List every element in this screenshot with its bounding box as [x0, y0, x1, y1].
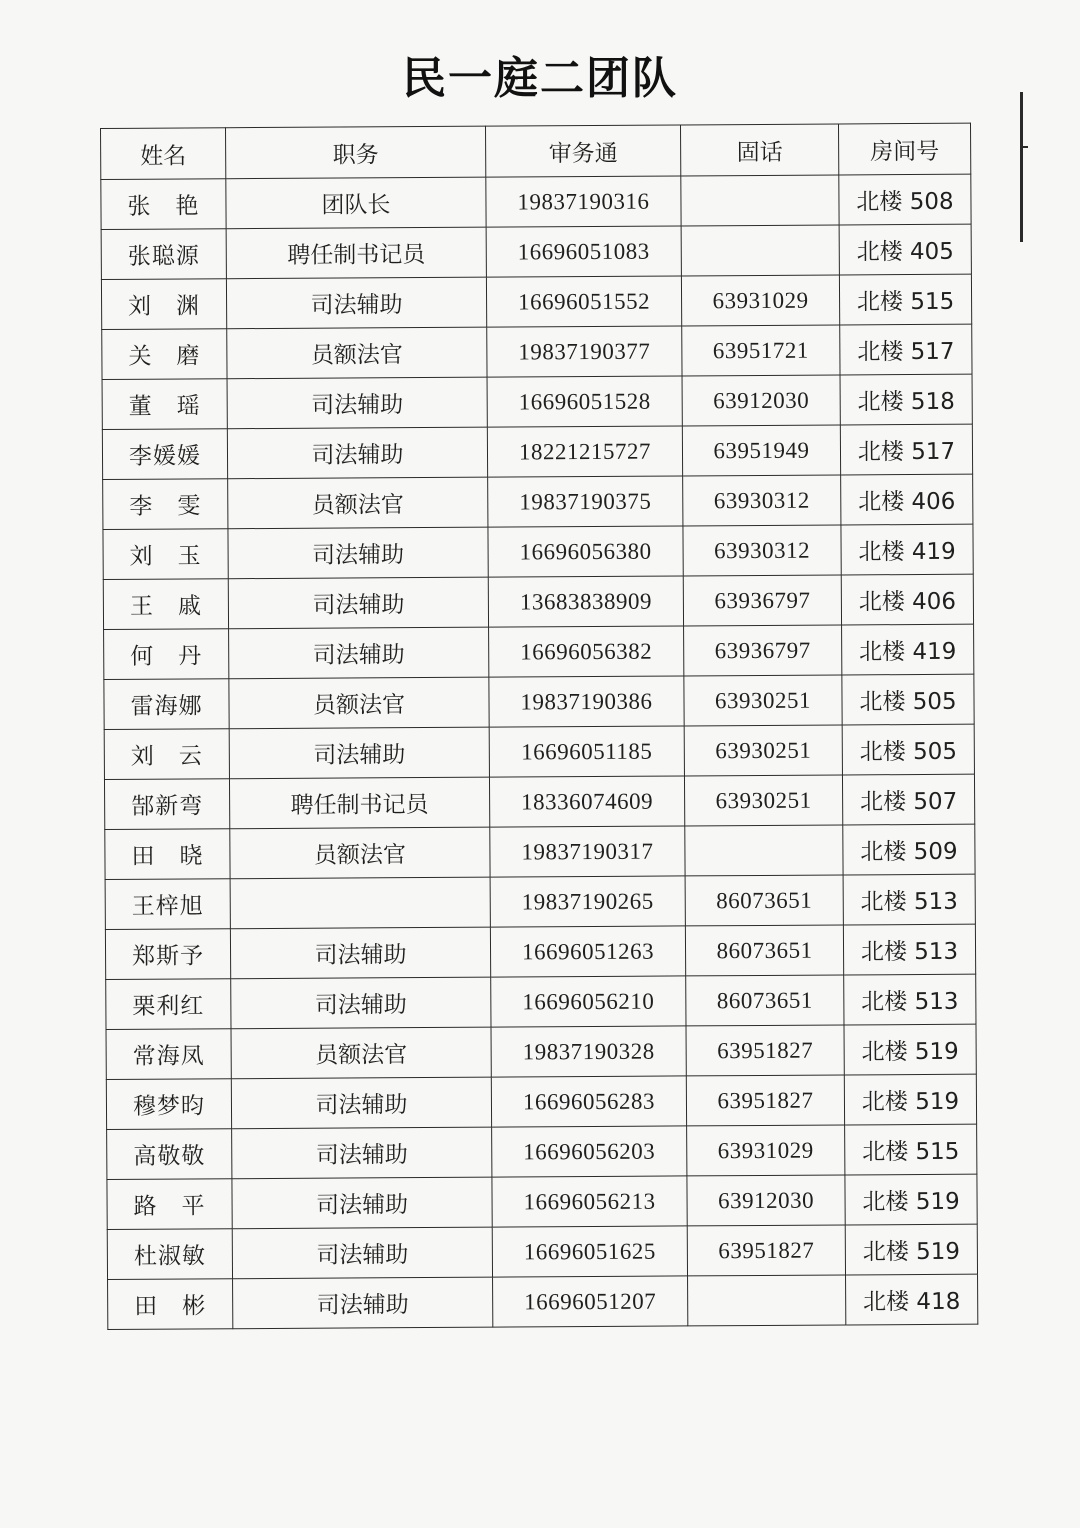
- cell-role: 聘任制书记员: [229, 777, 489, 829]
- cell-phone: 63930251: [684, 675, 842, 726]
- page-title: 民一庭二团队: [402, 53, 678, 100]
- cell-phone: 86073651: [685, 925, 843, 976]
- roster-body: [101, 174, 978, 1329]
- cell-name: 郜新弯: [104, 779, 229, 830]
- cell-role: 司法辅助: [226, 277, 486, 329]
- cell-name: 王 戚: [103, 579, 228, 630]
- table-row: [102, 374, 972, 429]
- cell-room: 北楼 419: [842, 624, 974, 675]
- table-row: [103, 524, 973, 579]
- cell-room: 北楼 519: [844, 1074, 976, 1125]
- table-row: [104, 724, 974, 779]
- cell-room: 北楼 505: [842, 674, 974, 725]
- cell-mobile: 16696056380: [488, 526, 683, 577]
- cell-room: 北楼 406: [841, 574, 973, 625]
- table-row: [103, 574, 973, 629]
- cell-phone: [681, 225, 839, 276]
- cell-name: 刘 渊: [101, 279, 226, 330]
- cell-phone: 63951721: [682, 325, 840, 376]
- cell-mobile: 16696051552: [486, 276, 681, 327]
- cell-role: 司法辅助: [232, 1227, 492, 1279]
- cell-role: 司法辅助: [229, 727, 489, 779]
- cell-phone: 63951827: [686, 1075, 844, 1126]
- cell-mobile: 19837190328: [491, 1026, 686, 1077]
- cell-room: 北楼 513: [843, 874, 975, 925]
- table-row: [105, 824, 975, 879]
- cell-mobile: 19837190317: [490, 826, 685, 877]
- cell-role: 聘任制书记员: [226, 227, 486, 279]
- cell-mobile: 16696056382: [489, 626, 684, 677]
- cell-name: 雷海娜: [104, 679, 229, 730]
- cell-mobile: 16696051625: [492, 1226, 687, 1277]
- cell-mobile: 19837190375: [488, 476, 683, 527]
- header-phone: 固话: [680, 124, 838, 176]
- cell-role: 司法辅助: [231, 1077, 491, 1129]
- cell-phone: 63931029: [681, 275, 839, 326]
- cell-room: 北楼 405: [839, 224, 971, 275]
- cell-name: 张聪源: [101, 229, 226, 280]
- cell-phone: [688, 1275, 846, 1326]
- header-role: 职务: [226, 126, 486, 179]
- cell-mobile: 16696056210: [491, 976, 686, 1027]
- cell-role: 团队长: [226, 177, 486, 229]
- cell-room: 北楼 509: [843, 824, 975, 875]
- table-row: [104, 774, 974, 829]
- table-row: [101, 274, 971, 329]
- cell-phone: 63951827: [686, 1025, 844, 1076]
- table-row: [105, 874, 975, 929]
- cell-mobile: 19837190386: [489, 676, 684, 727]
- cell-name: 王梓旭: [105, 879, 230, 930]
- cell-role: 员额法官: [231, 1027, 491, 1079]
- table-row: [105, 924, 975, 979]
- cell-role: 司法辅助: [227, 377, 487, 429]
- cell-phone: 63951827: [687, 1225, 845, 1276]
- cell-role: 员额法官: [230, 827, 490, 879]
- cell-name: 田 彬: [108, 1279, 233, 1330]
- cell-role: 司法辅助: [233, 1277, 493, 1329]
- table-row: [104, 624, 974, 679]
- cell-room: 北楼 515: [839, 274, 971, 325]
- cell-name: 穆梦昀: [106, 1079, 231, 1130]
- cell-name: 何 丹: [104, 629, 229, 680]
- cell-phone: 63930251: [684, 775, 842, 826]
- cell-mobile: 19837190265: [490, 876, 685, 927]
- cell-name: 董 瑶: [102, 379, 227, 430]
- cell-phone: 63936797: [683, 575, 841, 626]
- cell-name: 关 磨: [102, 329, 227, 380]
- cell-mobile: 13683838909: [488, 576, 683, 627]
- cell-role: 员额法官: [229, 677, 489, 729]
- cell-phone: 63930312: [683, 525, 841, 576]
- cell-role: 司法辅助: [229, 627, 489, 679]
- table-row: [101, 174, 971, 229]
- cell-phone: 63912030: [682, 375, 840, 426]
- cell-phone: 63951949: [682, 425, 840, 476]
- cell-room: 北楼 517: [840, 324, 972, 375]
- cell-name: 路 平: [107, 1179, 232, 1230]
- page-edge-tick: [1020, 146, 1028, 148]
- cell-phone: 86073651: [685, 875, 843, 926]
- cell-name: 刘 玉: [103, 529, 228, 580]
- cell-room: 北楼 419: [841, 524, 973, 575]
- header-room: 房间号: [838, 123, 970, 175]
- table-row: [102, 424, 972, 479]
- cell-room: 北楼 519: [844, 1024, 976, 1075]
- cell-mobile: 16696051185: [489, 726, 684, 777]
- cell-mobile: 19837190377: [487, 326, 682, 377]
- table-row: [103, 474, 973, 529]
- cell-room: 北楼 519: [845, 1174, 977, 1225]
- cell-mobile: 16696051207: [493, 1276, 688, 1327]
- cell-role: 司法辅助: [230, 927, 490, 979]
- cell-name: 常海凤: [106, 1029, 231, 1080]
- cell-mobile: 19837190316: [486, 176, 681, 227]
- cell-name: 栗利红: [106, 979, 231, 1030]
- cell-room: 北楼 508: [839, 174, 971, 225]
- cell-role: 司法辅助: [231, 977, 491, 1029]
- cell-mobile: 16696056283: [491, 1076, 686, 1127]
- cell-name: 高敬敬: [107, 1129, 232, 1180]
- table-row: [107, 1174, 977, 1229]
- cell-phone: [685, 825, 843, 876]
- cell-name: 杜淑敏: [107, 1229, 232, 1280]
- cell-mobile: 18336074609: [489, 776, 684, 827]
- staff-roster-table: [100, 123, 978, 1330]
- cell-phone: 86073651: [686, 975, 844, 1026]
- table-row: [107, 1124, 977, 1179]
- cell-role: 司法辅助: [232, 1177, 492, 1229]
- cell-phone: 63936797: [684, 625, 842, 676]
- cell-room: 北楼 513: [843, 924, 975, 975]
- cell-phone: 63912030: [687, 1175, 845, 1226]
- cell-role: 员额法官: [227, 327, 487, 379]
- cell-role: [230, 877, 490, 929]
- cell-mobile: 16696056203: [492, 1126, 687, 1177]
- cell-role: 员额法官: [228, 477, 488, 529]
- table-row: [102, 324, 972, 379]
- cell-room: 北楼 507: [842, 774, 974, 825]
- page-edge-line: [1020, 92, 1023, 242]
- cell-phone: 63931029: [687, 1125, 845, 1176]
- cell-mobile: 18221215727: [487, 426, 682, 477]
- cell-role: 司法辅助: [228, 577, 488, 629]
- cell-name: 郑斯予: [105, 929, 230, 980]
- cell-role: 司法辅助: [232, 1127, 492, 1179]
- table-row: [106, 974, 976, 1029]
- cell-room: 北楼 406: [841, 474, 973, 525]
- cell-phone: 63930312: [683, 475, 841, 526]
- cell-room: 北楼 518: [840, 374, 972, 425]
- cell-room: 北楼 515: [845, 1124, 977, 1175]
- cell-name: 李 雯: [103, 479, 228, 530]
- cell-phone: [681, 175, 839, 226]
- cell-mobile: 16696051528: [487, 376, 682, 427]
- cell-room: 北楼 517: [840, 424, 972, 475]
- table-row: [107, 1224, 977, 1279]
- cell-role: 司法辅助: [227, 427, 487, 479]
- table-row: [104, 674, 974, 729]
- table-row: [108, 1274, 978, 1329]
- cell-mobile: 16696051083: [486, 226, 681, 277]
- cell-mobile: 16696056213: [492, 1176, 687, 1227]
- header-mobile: 审务通: [485, 125, 680, 177]
- cell-role: 司法辅助: [228, 527, 488, 579]
- cell-room: 北楼 418: [846, 1274, 978, 1325]
- table-row: [101, 224, 971, 279]
- cell-name: 田 晓: [105, 829, 230, 880]
- header-name: 姓名: [101, 128, 226, 180]
- cell-name: 李媛媛: [102, 429, 227, 480]
- cell-room: 北楼 513: [844, 974, 976, 1025]
- table-row: [106, 1074, 976, 1129]
- cell-name: 刘 云: [104, 729, 229, 780]
- cell-name: 张 艳: [101, 179, 226, 230]
- cell-mobile: 16696051263: [490, 926, 685, 977]
- cell-room: 北楼 519: [845, 1224, 977, 1275]
- roster-sheet: [100, 123, 977, 1330]
- cell-phone: 63930251: [684, 725, 842, 776]
- table-row: [106, 1024, 976, 1079]
- cell-room: 北楼 505: [842, 724, 974, 775]
- header-row: [101, 123, 971, 179]
